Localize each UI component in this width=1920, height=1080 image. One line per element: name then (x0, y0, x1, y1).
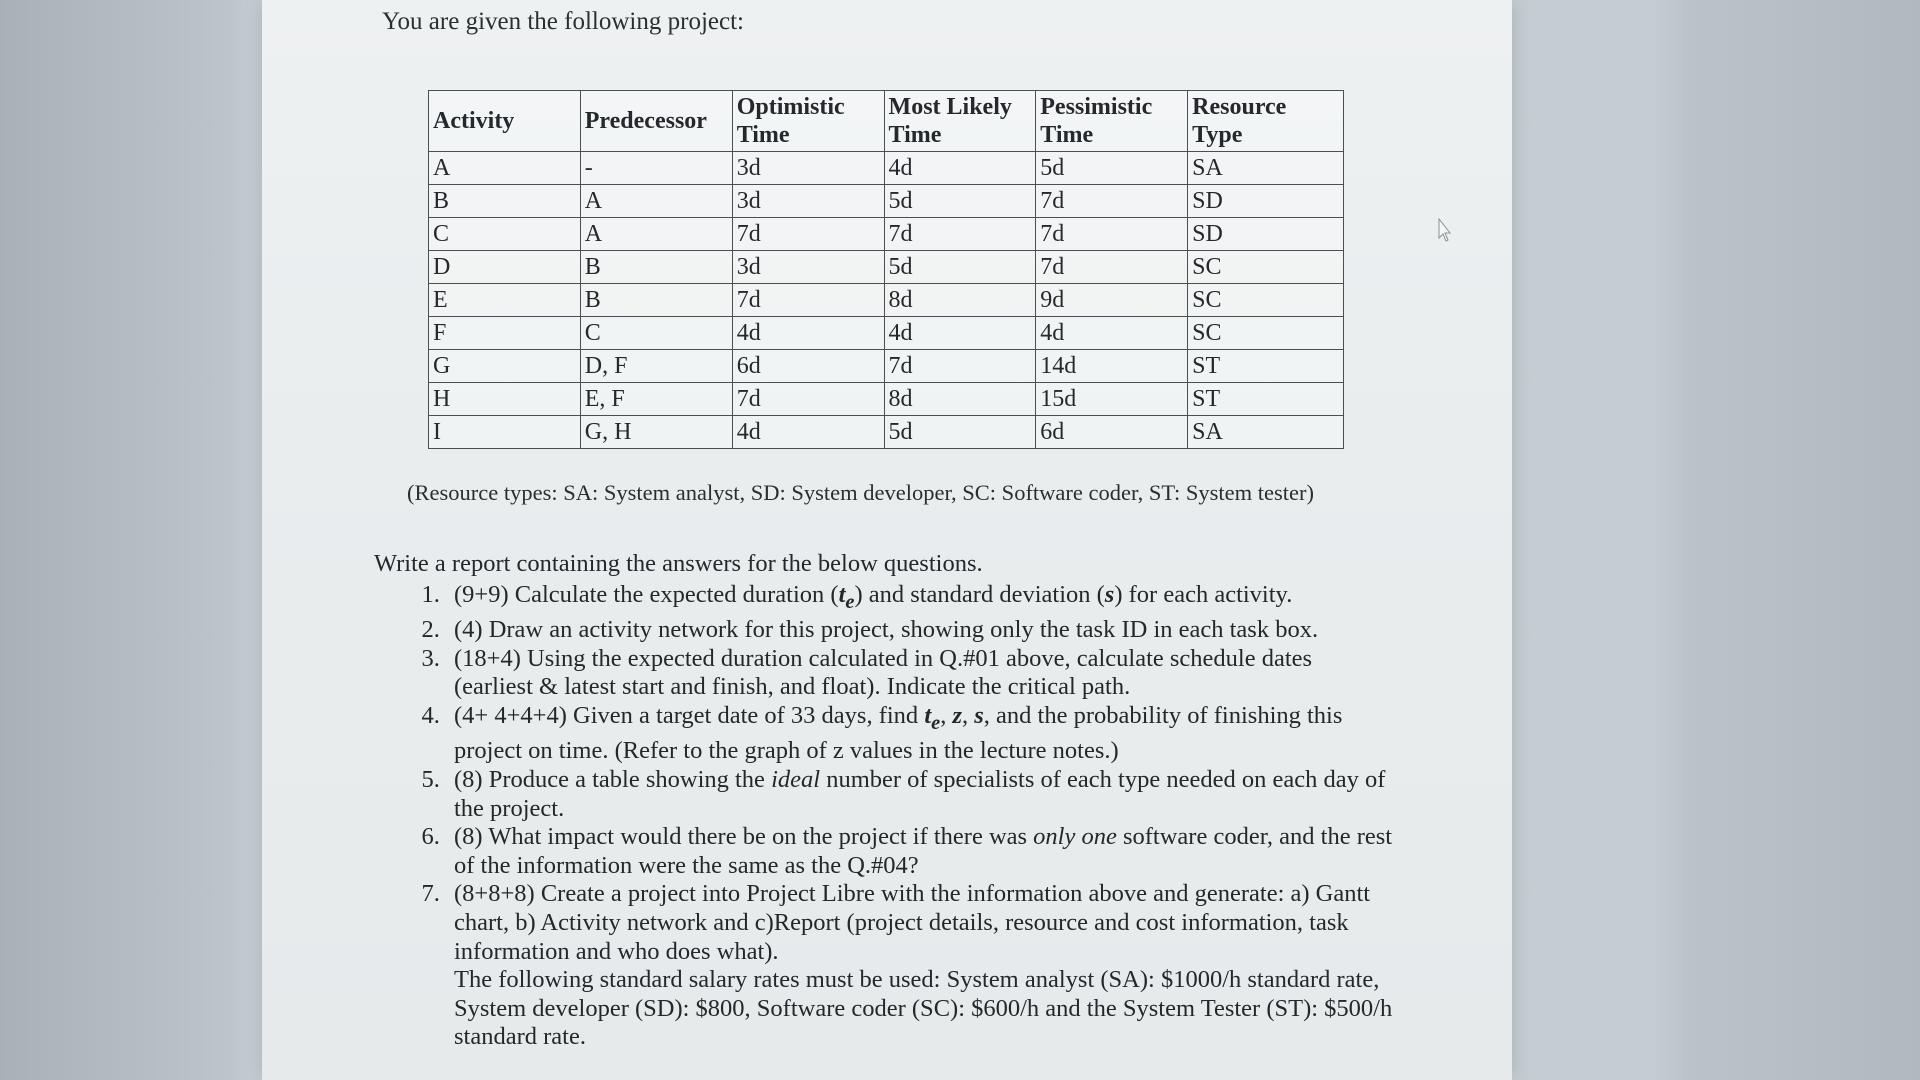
table-row (429, 152, 1344, 185)
table-row (429, 383, 1344, 416)
table-row (429, 317, 1344, 350)
cell-resource: ST (1188, 350, 1344, 383)
header-resource-type: Resource Type (1188, 91, 1344, 152)
table-row (429, 185, 1344, 218)
table-row (429, 218, 1344, 251)
cell-predecessor: - (580, 152, 732, 185)
cell-resource: SD (1188, 218, 1344, 251)
mouse-cursor-icon (1438, 218, 1452, 242)
cell-optimistic: 4d (732, 317, 884, 350)
cell-optimistic: 7d (732, 218, 884, 251)
cell-most-likely: 7d (884, 350, 1036, 383)
document-page (262, 0, 1512, 1080)
cell-predecessor: G, H (580, 416, 732, 449)
cell-predecessor: C (580, 317, 732, 350)
cell-pessimistic: 14d (1036, 350, 1188, 383)
question-6: 6. (8) What impact would there be on the project if there was only one software coder, and the rest of the information were the same as the Q.#04? (446, 823, 1394, 880)
cell-activity: E (429, 284, 581, 317)
cell-pessimistic: 7d (1036, 185, 1188, 218)
question-list (374, 581, 1394, 1052)
cell-most-likely: 8d (884, 284, 1036, 317)
table-header-row (429, 91, 1344, 152)
cell-most-likely: 5d (884, 251, 1036, 284)
question-7: 7. (8+8+8) Create a project into Project Libre with the information above and generate: a) Gantt chart, b) Activity network and c)Report (project details, resource and cost information, task information and who does what). The following standard salary rates must be used: System analyst (SA): $1000/h standard rate, System developer (SD): $800, Software coder (SC): $600/h and the System Tester (ST): $500/h standard rate. (446, 880, 1394, 1052)
cell-most-likely: 5d (884, 185, 1036, 218)
cell-resource: SC (1188, 317, 1344, 350)
cell-pessimistic: 7d (1036, 251, 1188, 284)
cell-optimistic: 4d (732, 416, 884, 449)
table-row (429, 350, 1344, 383)
question-4: 4. (4+ 4+4+4) Given a target date of 33 days, find $t_e$, z, s, and the probability of finishing this project on time. (Refer to the graph of z values in the lecture notes.) (446, 702, 1394, 766)
header-predecessor: Predecessor (580, 91, 732, 152)
question-2: 2. (4) Draw an activity network for this project, showing only the task ID in each task box. (446, 616, 1394, 645)
cell-pessimistic: 15d (1036, 383, 1188, 416)
cell-optimistic: 3d (732, 152, 884, 185)
cell-resource: SC (1188, 251, 1344, 284)
cell-activity: I (429, 416, 581, 449)
cell-activity: D (429, 251, 581, 284)
cell-optimistic: 7d (732, 383, 884, 416)
cell-predecessor: A (580, 185, 732, 218)
cell-optimistic: 3d (732, 185, 884, 218)
cell-pessimistic: 6d (1036, 416, 1188, 449)
cell-activity: B (429, 185, 581, 218)
cell-most-likely: 7d (884, 218, 1036, 251)
cell-most-likely: 8d (884, 383, 1036, 416)
cell-most-likely: 5d (884, 416, 1036, 449)
cell-pessimistic: 7d (1036, 218, 1188, 251)
cell-resource: SC (1188, 284, 1344, 317)
table-row (429, 284, 1344, 317)
cell-optimistic: 3d (732, 251, 884, 284)
cell-predecessor: D, F (580, 350, 732, 383)
header-activity: Activity (429, 91, 581, 152)
cell-predecessor: B (580, 284, 732, 317)
cell-resource: ST (1188, 383, 1344, 416)
header-optimistic-time: Optimistic Time (732, 91, 884, 152)
table-row (429, 251, 1344, 284)
report-lead: Write a report containing the answers for the below questions. (374, 550, 983, 577)
cell-most-likely: 4d (884, 317, 1036, 350)
project-table (428, 90, 1344, 449)
cell-activity: H (429, 383, 581, 416)
cell-predecessor: A (580, 218, 732, 251)
cell-pessimistic: 5d (1036, 152, 1188, 185)
question-1: 1. (9+9) Calculate the expected duration $(t_e)$ and standard deviation (s) for each activity. (446, 581, 1394, 616)
header-most-likely-time: Most Likely Time (884, 91, 1036, 152)
cell-predecessor: E, F (580, 383, 732, 416)
cell-activity: G (429, 350, 581, 383)
cell-predecessor: B (580, 251, 732, 284)
question-3: 3. (18+4) Using the expected duration calculated in Q.#01 above, calculate schedule dates (earliest & latest start and finish, and float). Indicate the critical path. (446, 645, 1394, 702)
cell-optimistic: 7d (732, 284, 884, 317)
question-5: 5. (8) Produce a table showing the ideal number of specialists of each type needed on each day of the project. (446, 766, 1394, 823)
cell-pessimistic: 4d (1036, 317, 1188, 350)
report-questions (374, 550, 1394, 1052)
cell-activity: C (429, 218, 581, 251)
cell-most-likely: 4d (884, 152, 1036, 185)
cell-pessimistic: 9d (1036, 284, 1188, 317)
table-row (429, 416, 1344, 449)
cell-resource: SA (1188, 152, 1344, 185)
cell-resource: SD (1188, 185, 1344, 218)
cell-resource: SA (1188, 416, 1344, 449)
header-pessimistic-time: Pessimistic Time (1036, 91, 1188, 152)
cell-optimistic: 6d (732, 350, 884, 383)
resource-types-caption: (Resource types: SA: System analyst, SD: System developer, SC: Software coder, ST: System tester) (407, 480, 1314, 505)
intro-text: You are given the following project: (382, 8, 744, 35)
cell-activity: A (429, 152, 581, 185)
cell-activity: F (429, 317, 581, 350)
